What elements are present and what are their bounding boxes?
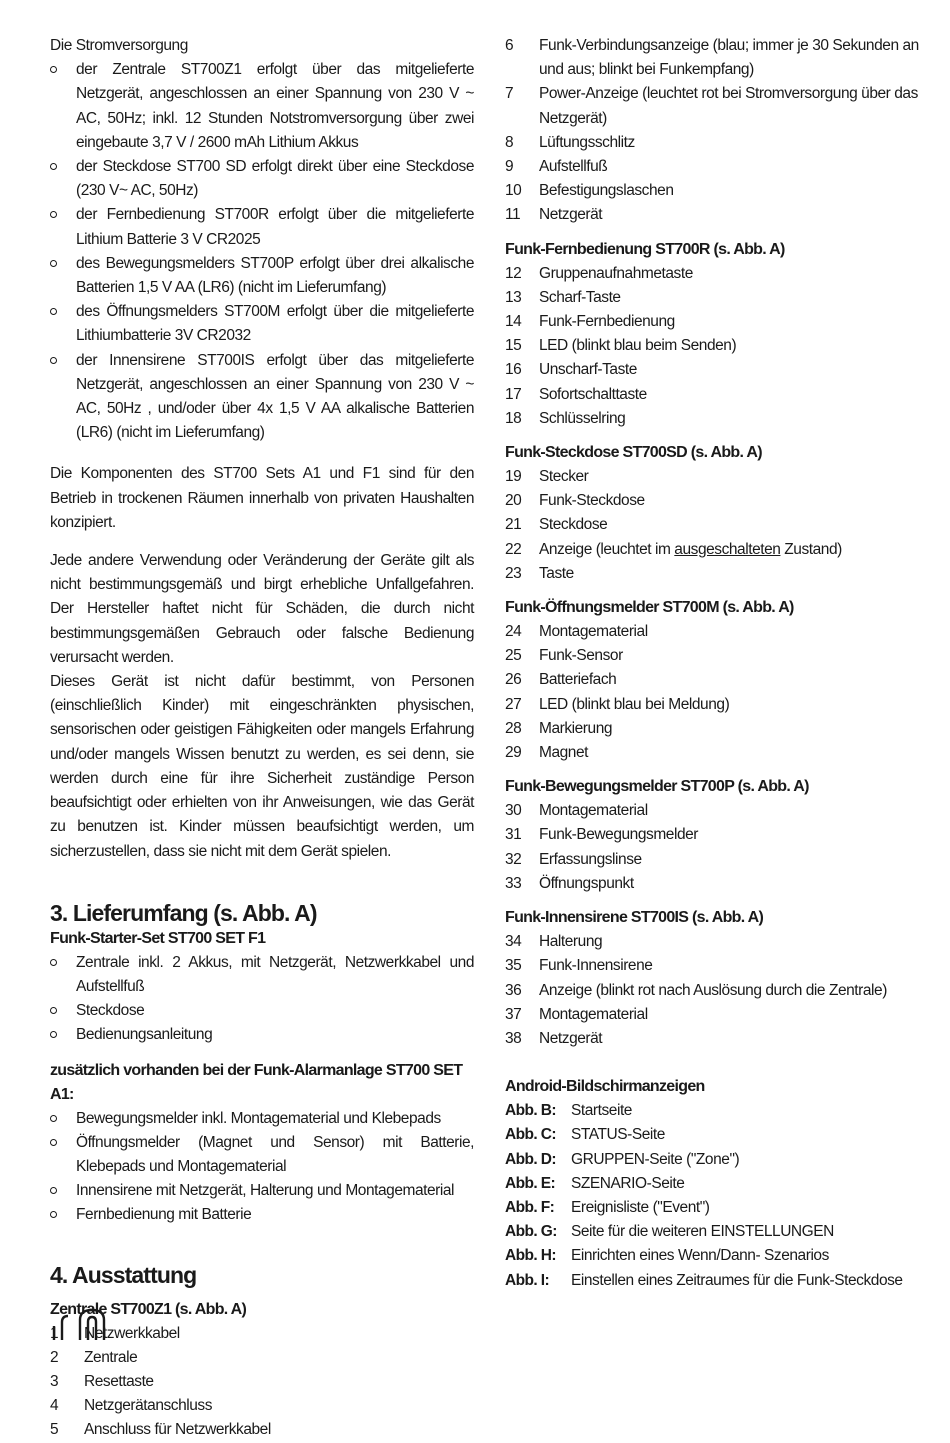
list-item: der Zentrale ST700Z1 erfolgt über das mitgelieferte Netzgerät, angeschlossen an einer Spannung von 230 V ~ AC, 50Hz; inkl. 12 Stunden Notstromversorgung über zwei eingebaute 3,7 V / 2600 mAh Lithium Akkus — [50, 58, 474, 155]
list-item: 2 Zentrale — [50, 1348, 138, 1366]
android-screens-heading: Android-Bildschirmanzeigen — [505, 1078, 705, 1096]
list-item: 37 Montagematerial — [505, 1005, 648, 1023]
list-item: Steckdose — [50, 999, 474, 1023]
remote-parts-list — [505, 262, 925, 431]
list-item: Abb. G: Seite für die weiteren EINSTELLUNGEN — [505, 1223, 834, 1241]
section-3-title: 3. Lieferumfang (s. Abb. A) — [50, 899, 317, 926]
list-item: 3 Resettaste — [50, 1372, 154, 1390]
list-item: 7 Power-Anzeige (leuchtet rot bei Stromversorgung über das Netzgerät) — [505, 85, 918, 127]
list-item: 25 Funk-Sensor — [505, 647, 623, 665]
list-item: Abb. E: SZENARIO-Seite — [505, 1174, 685, 1192]
list-item: 28 Markierung — [505, 719, 613, 737]
list-item: 35 Funk-Innensirene — [505, 957, 653, 975]
list-item: 21 Steckdose — [505, 516, 608, 534]
list-item: 12 Gruppenaufnahmetaste — [505, 264, 693, 282]
list-item: 15 LED (blinkt blau beim Senden) — [505, 337, 737, 355]
list-item: der Innensirene ST700IS erfolgt über das mitgelieferte Netzgerät, angeschlossen an einer Spannung von 230 V ~ AC, 50Hz , und/oder über 4x 1,5 V AA alkalische Batterien (LR6) (nicht im Lieferumfang) — [50, 349, 474, 446]
list-item: 36 Anzeige (blinkt rot nach Auslösung durch die Zentrale) — [505, 981, 887, 999]
socket-heading: Funk-Steckdose ST700SD (s. Abb. A) — [505, 444, 762, 462]
starter-set-heading: Funk-Starter-Set ST700 SET F1 — [50, 929, 266, 947]
list-item: 30 Montagematerial — [505, 802, 648, 820]
list-item: Abb. I: Einstellen eines Zeitraumes für die Funk-Steckdose — [505, 1271, 903, 1289]
list-item: 34 Halterung — [505, 933, 603, 951]
set-a1-list — [50, 1107, 474, 1228]
list-item: 6 Funk-Verbindungsanzeige (blau; immer je 30 Sekunden an und aus; blinkt bei Funkempfang) — [505, 37, 919, 79]
list-item: 16 Unscharf-Taste — [505, 361, 637, 379]
list-item: 38 Netzgerät — [505, 1029, 603, 1047]
list-item: Öffnungsmelder (Magnet und Sensor) mit Batterie, Klebepads und Montagematerial — [50, 1131, 474, 1179]
list-item: Abb. F: Ereignisliste ("Event") — [505, 1198, 710, 1216]
list-item: 14 Funk-Fernbedienung — [505, 313, 675, 331]
section-4-title: 4. Ausstattung — [50, 1261, 197, 1288]
list-item: 13 Scharf-Taste — [505, 288, 621, 306]
list-item: 26 Batteriefach — [505, 671, 617, 689]
list-item: Abb. B: Startseite — [505, 1102, 632, 1120]
list-item: 19 Stecker — [505, 468, 589, 486]
list-item: 1 Netzwerkkabel — [50, 1324, 180, 1342]
zentrale-heading: Zentrale ST700Z1 (s. Abb. A) — [50, 1300, 247, 1318]
list-item: Innensirene mit Netzgerät, Halterung und Montagematerial — [50, 1179, 474, 1203]
motion-sensor-heading: Funk-Bewegungsmelder ST700P (s. Abb. A) — [505, 778, 809, 796]
list-item: 22 Anzeige (leuchtet im ausgeschalteten Zustand) — [505, 540, 842, 558]
zentrale-parts-list-continued — [505, 34, 925, 228]
left-column — [50, 34, 474, 1443]
list-item: 9 Aufstellfuß — [505, 158, 608, 176]
list-item: Abb. D: GRUPPEN-Seite ("Zone") — [505, 1150, 740, 1168]
list-item: 8 Lüftungsschlitz — [505, 133, 635, 151]
door-sensor-heading: Funk-Öffnungsmelder ST700M (s. Abb. A) — [505, 599, 794, 617]
list-item: Abb. H: Einrichten eines Wenn/Dann- Szenarios — [505, 1247, 829, 1265]
list-item: 33 Öffnungspunkt — [505, 874, 634, 892]
list-item: des Öffnungsmelders ST700M erfolgt über die mitgelieferte Lithiumbatterie 3V CR2032 — [50, 300, 474, 348]
list-item: 32 Erfassungslinse — [505, 850, 642, 868]
right-column — [505, 34, 925, 1293]
remote-heading: Funk-Fernbedienung ST700R (s. Abb. A) — [505, 240, 785, 258]
list-item: der Fernbedienung ST700R erfolgt über die mitgelieferte Lithium Batterie 3 V CR2025 — [50, 203, 474, 251]
siren-parts-list — [505, 930, 925, 1051]
list-item: 5 Anschluss für Netzwerkkabel — [50, 1421, 271, 1439]
list-item: 10 Befestigungslaschen — [505, 182, 674, 200]
list-item: Bewegungsmelder inkl. Montagematerial und Klebepads — [50, 1107, 474, 1131]
power-supply-list — [50, 58, 474, 445]
motion-sensor-parts-list — [505, 799, 925, 896]
list-item: 24 Montagematerial — [505, 623, 648, 641]
starter-set-list — [50, 951, 474, 1048]
brand-logo-icon — [50, 1308, 110, 1340]
list-item: Abb. C: STATUS-Seite — [505, 1126, 665, 1144]
list-item: des Bewegungsmelders ST700P erfolgt über drei alkalische Batterien 1,5 V AA (LR6) (nicht im Lieferumfang) — [50, 252, 474, 300]
socket-parts-list — [505, 465, 925, 586]
siren-heading: Funk-Innensirene ST700IS (s. Abb. A) — [505, 909, 764, 927]
list-item: 4 Netzgerätanschluss — [50, 1397, 213, 1415]
list-item: 17 Sofortschalttaste — [505, 385, 647, 403]
intended-use-paragraph: Die Komponenten des ST700 Sets A1 und F1 sind für den Betrieb in trockenen Räumen innerhalb von privaten Haushalten konzipiert. — [50, 465, 474, 531]
list-item: 31 Funk-Bewegungsmelder — [505, 826, 699, 844]
list-item: Bedienungsanleitung — [50, 1023, 474, 1047]
safety-paragraph: Dieses Gerät ist nicht dafür bestimmt, von Personen (einschließlich Kinder) mit eingeschränkten physischen, sensorischen oder geistigen Fähigkeiten oder mangels Erfahrung und/oder mangels Wissen benutzt zu werden, es sei denn, sie werden durch eine für ihre Sicherheit zuständige Person beaufsichtigt oder erhielten von ihr Anweisungen, wie das Gerät zu benutzen ist. Kinder müssen beaufsichtigt werden, um sicherzustellen, dass sie nicht mit dem Gerät spielen. — [50, 673, 474, 860]
list-item: 11 Netzgerät — [505, 206, 603, 224]
power-supply-heading: Die Stromversorgung — [50, 37, 188, 54]
door-sensor-parts-list — [505, 620, 925, 765]
misuse-paragraph: Jede andere Verwendung oder Veränderung der Geräte gilt als nicht bestimmungsgemäß und birgt erhebliche Unfallgefahren. Der Hersteller haftet nicht für Schäden, die durch nicht bestimmungsgemäßen Gebrauch oder falsche Bedienung verursacht werden. — [50, 552, 474, 666]
android-screens-list — [505, 1099, 925, 1293]
list-item: 18 Schlüsselring — [505, 409, 626, 427]
list-item: Zentrale inkl. 2 Akkus, mit Netzgerät, Netzwerkkabel und Aufstellfuß — [50, 951, 474, 999]
list-item: 20 Funk-Steckdose — [505, 492, 645, 510]
list-item: 29 Magnet — [505, 744, 588, 762]
list-item: Fernbedienung mit Batterie — [50, 1203, 474, 1227]
underlined-word: ausgeschalteten — [674, 540, 781, 558]
list-item: 23 Taste — [505, 564, 574, 582]
list-item: 27 LED (blinkt blau bei Meldung) — [505, 695, 730, 713]
list-item: der Steckdose ST700 SD erfolgt direkt über eine Steckdose (230 V~ AC, 50Hz) — [50, 155, 474, 203]
set-a1-heading: zusätzlich vorhanden bei der Funk-Alarmanlage ST700 SET A1: — [50, 1061, 463, 1103]
